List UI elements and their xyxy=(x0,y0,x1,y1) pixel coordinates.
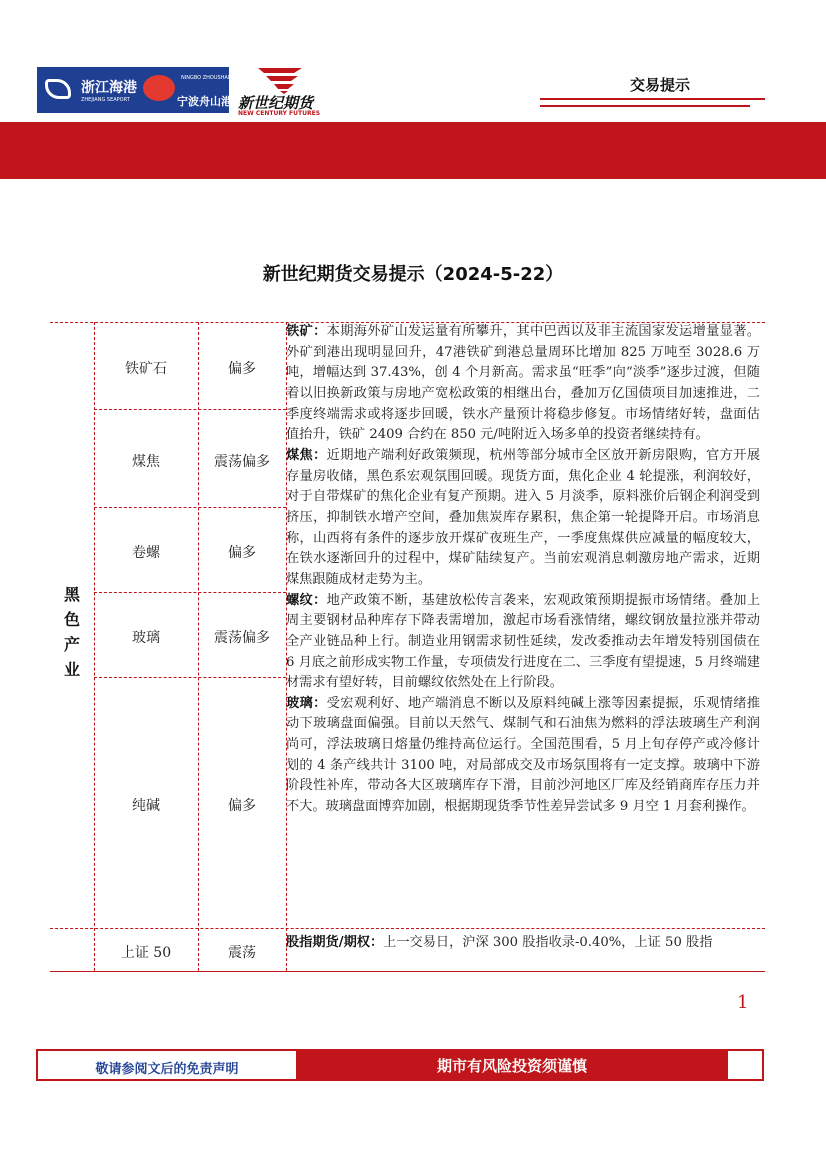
disclaimer-link[interactable] xyxy=(36,1049,298,1081)
row-divider xyxy=(94,507,286,508)
product-name: 卷螺 xyxy=(132,545,160,561)
wave-icon xyxy=(45,79,71,99)
row-divider xyxy=(94,677,286,678)
commentary-label: 煤焦： xyxy=(286,447,327,463)
commentary-label: 螺纹： xyxy=(286,592,327,608)
commentary-label: 玻璃： xyxy=(286,695,327,711)
view-label: 震荡 xyxy=(228,945,256,961)
product-name: 煤焦 xyxy=(132,454,160,470)
new-century-futures-logo xyxy=(238,66,338,116)
commentary-text: 上一交易日，沪深 300 股指收录-0.40%，上证 50 股指 xyxy=(383,935,713,950)
sun-icon xyxy=(143,75,175,101)
view-label: 偏多 xyxy=(228,361,256,377)
category-text: 黑 色 产 业 xyxy=(63,585,80,679)
header-rule xyxy=(540,98,765,100)
category-label xyxy=(50,582,94,682)
commentary-label: 铁矿： xyxy=(286,324,327,339)
disclaimer-link-text: 敬请参阅文后的免责声明 xyxy=(95,1062,239,1077)
header-band xyxy=(0,122,826,179)
page-title: 新世纪期货交易提示（2024-5-22） xyxy=(262,264,564,285)
product-name: 铁矿石 xyxy=(125,361,167,377)
risk-notice xyxy=(298,1049,726,1081)
ncf-logo-en: NEW CENTURY FUTURES xyxy=(238,110,321,117)
table-border-bottom xyxy=(50,971,765,972)
commentary-paragraph xyxy=(286,694,760,818)
row-divider xyxy=(94,409,286,410)
commentary-paragraph xyxy=(286,591,760,694)
row-divider xyxy=(50,928,765,929)
footer-end-box xyxy=(726,1049,764,1081)
commentary-text: 近期地产端利好政策频现，杭州等部分城市全区放开新房限购，官方开展存量房收储，黑色系宏观氛围回暖。现货方面，焦化企业 4 轮提涨，利润较好，对于自带煤矿的焦化企业有复产预期。进入 5 月淡季，原料涨价后钢企利润受到挤压，抑制铁水增产空间，叠加焦炭库存累积，焦企第一轮提降开启。市场消息称，山西将有条件的逐步放开煤矿夜班生产，一季度焦煤供应减量的幅度较大，在铁水逐渐回升的过程中，煤矿陆续复产。当前宏观消息刺激房地产需求，近期煤焦跟随成材走势为主。 xyxy=(286,447,761,587)
market-table xyxy=(50,322,765,972)
footer-bar xyxy=(36,1049,764,1081)
zhejiang-seaport-logo-text: 浙江海港 xyxy=(81,80,137,96)
index-commentary xyxy=(286,933,760,954)
row-divider xyxy=(94,592,286,593)
product-name: 玻璃 xyxy=(132,630,160,646)
page-number: 1 xyxy=(737,992,749,1013)
product-name: 纯碱 xyxy=(132,798,160,814)
commentary-paragraph xyxy=(286,446,760,591)
ningbo-port-logo-en: NINGBO ZHOUSHAN PORT xyxy=(181,75,247,81)
commentary-text: 受宏观利好、地产端消息不断以及原料纯碱上涨等因素提振，乐观情绪推动下玻璃盘面偏强。目前以天然气、煤制气和石油焦为燃料的浮法玻璃生产利润尚可，浮法玻璃日熔量仍维持高位运行。全国范围看，5 月上旬存停产或冷修计划的 4 条产线共计 3100 吨，对局部成交及市场氛围将有一定支撑。玻璃中下游阶段性补库，带动各大区玻璃库存下滑，目前沙河地区厂库及经销商库存压力并不大。玻璃盘面博弈加剧，根据期现货季节性差异尝试多 9 月空 1 月套利操作。 xyxy=(286,695,761,815)
view-label: 震荡偏多 xyxy=(214,630,270,646)
ncf-wing-icon xyxy=(258,66,302,94)
zhejiang-seaport-logo-en: ZHEJIANG SEAPORT xyxy=(81,97,130,103)
ningbo-port-logo-text: 宁波舟山港 xyxy=(177,95,232,108)
view-label: 震荡偏多 xyxy=(214,454,270,470)
commentary-label: 股指期货/期权： xyxy=(286,935,384,950)
commentary-block xyxy=(286,322,760,818)
ncf-logo-text: 新世纪期货 xyxy=(238,94,314,112)
zhejiang-seaport-logo xyxy=(37,67,137,113)
risk-notice-text: 期市有风险投资须谨慎 xyxy=(436,1057,587,1075)
commentary-text: 地产政策不断，基建放松传言袭来，宏观政策预期提振市场情绪。叠加上周主要钢材品种库存下降表需增加，激起市场看涨情绪，螺纹钢放量拉涨并带动全产业链品种上行。制造业用钢需求韧性延续，发改委推动去年增发特别国债在 6 月底之前形成实物工作量，专项债发行进度在二、三季度有望提速，5 月终端建材需求有望好转，目前螺纹依然处在上行阶段。 xyxy=(286,592,761,691)
product-name: 上证 50 xyxy=(120,945,172,961)
ningbo-port-logo xyxy=(137,67,247,113)
doc-type-label: 交易提示 xyxy=(630,76,691,94)
view-label: 偏多 xyxy=(228,545,256,561)
header-rule-secondary xyxy=(540,105,750,107)
commentary-text: 本期海外矿山发运量有所攀升，其中巴西以及非主流国家发运增量显著。外矿到港出现明显回升，47港铁矿到港总量周环比增加 825 万吨至 3028.6 万吨，增幅达到 37.43%，创 4 个月新高。需求虽“旺季”向“淡季”逐步过渡，但随着以旧换新政策与房地产宽松政策的相继出台，叠加万亿国债项目加速推进，二季度终端需求或将逐步回暖，铁水产量预计将稳步修复。市场情绪好转，盘面估值抬升，铁矿 2409 合约在 850 元/吨附近入场多单的投资者继续持有。 xyxy=(286,324,761,443)
commentary-paragraph xyxy=(286,322,760,446)
view-label: 偏多 xyxy=(228,798,256,814)
